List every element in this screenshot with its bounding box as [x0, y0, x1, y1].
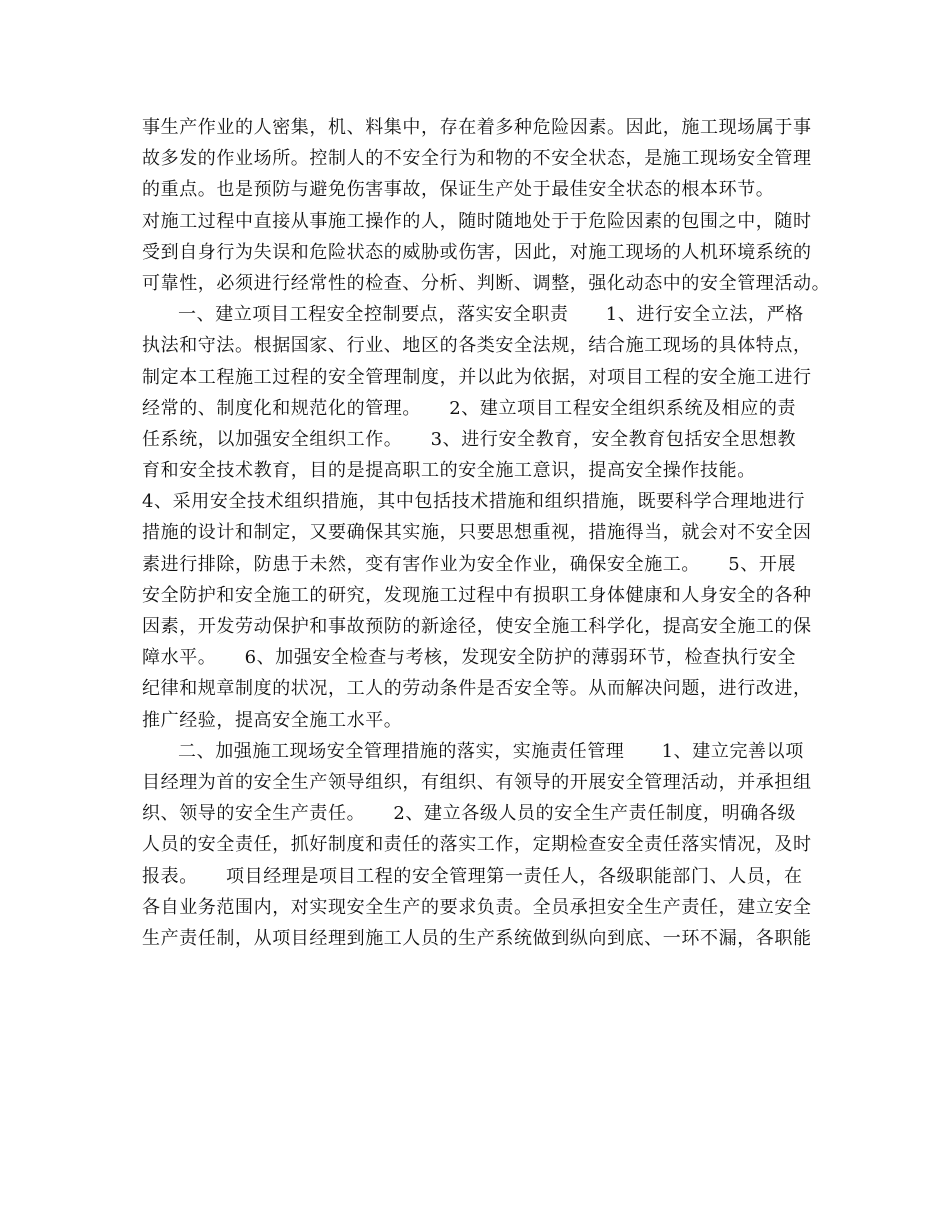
- text-line: 故多发的作业场所。控制人的不安全行为和物的不安全状态，是施工现场安全管理: [142, 148, 812, 170]
- text-line: 推广经验，提高安全施工水平。: [142, 709, 403, 731]
- text-line: 素进行排除，防患于未然，变有害作业为安全作业，确保安全施工。 5、开展: [142, 553, 797, 575]
- text-line: 纪律和规章制度的状况，工人的劳动条件是否安全等。从而解决问题，进行改进，: [142, 678, 812, 700]
- text-line: 措施的设计和制定，又要确保其实施，只要思想重视，措施得当，就会对不安全因: [142, 522, 812, 544]
- text-line: 织、领导的安全生产责任。 2、建立各级人员的安全生产责任制度，明确各级: [142, 803, 797, 825]
- body-text: [142, 112, 831, 954]
- text-line: 受到自身行为失误和危险状态的威胁或伤害，因此，对施工现场的人机环境系统的: [142, 241, 812, 263]
- text-line: 各自业务范围内，对实现安全生产的要求负责。全员承担安全生产责任，建立安全: [142, 896, 812, 918]
- text-line: 执法和守法。根据国家、行业、地区的各类安全法规，结合施工现场的具体特点，: [142, 335, 812, 357]
- text-line: 可靠性，必须进行经常性的检查、分析、判断、调整，强化动态中的安全管理活动。: [142, 272, 831, 294]
- text-line: 障水平。 6、加强安全检查与考核，发现安全防护的薄弱环节，检查执行安全: [142, 647, 797, 669]
- text-line: 目经理为首的安全生产领导组织，有组织、有领导的开展安全管理活动，并承担组: [142, 771, 812, 793]
- text-line: 制定本工程施工过程的安全管理制度，并以此为依据，对项目工程的安全施工进行: [142, 366, 812, 388]
- text-line: 任系统，以加强安全组织工作。 3、进行安全教育，安全教育包括安全思想教: [142, 428, 797, 450]
- text-line: 4、采用安全技术组织措施，其中包括技术措施和组织措施，既要科学合理地进行: [142, 491, 806, 513]
- text-line: 事生产作业的人密集，机、料集中，存在着多种危险因素。因此，施工现场属于事: [142, 117, 812, 138]
- text-line: 因素，开发劳动保护和事故预防的新途径，使安全施工科学化，提高安全施工的保: [142, 616, 812, 637]
- text-line: 对施工过程中直接从事施工操作的人，随时随地处于于危险因素的包围之中，随时: [142, 210, 812, 232]
- text-line: 安全防护和安全施工的研究，发现施工过程中有损职工身体健康和人身安全的各种: [142, 584, 812, 606]
- text-line: 人员的安全责任，抓好制度和责任的落实工作，定期检查安全责任落实情况，及时: [142, 834, 812, 856]
- text-line: 生产责任制，从项目经理到施工人员的生产系统做到纵向到底、一环不漏，各职能: [142, 927, 812, 949]
- section-heading-line: 一、建立项目工程安全控制要点，落实安全职责 1、进行安全立法，严格: [178, 304, 804, 326]
- text-line: 经常的、制度化和规范化的管理。 2、建立项目工程安全组织系统及相应的责: [142, 397, 797, 419]
- section-heading-line: 二、加强施工现场安全管理措施的落实，实施责任管理 1、建立完善以项: [178, 740, 804, 762]
- text-line: 报表。 项目经理是项目工程的安全管理第一责任人，各级职能部门、人员，在: [142, 865, 803, 887]
- text-line: 的重点。也是预防与避免伤害事故，保证生产处于最佳安全状态的根本环节。: [142, 179, 775, 201]
- text-line: 育和安全技术教育，目的是提高职工的安全施工意识，提高安全操作技能。: [142, 460, 756, 482]
